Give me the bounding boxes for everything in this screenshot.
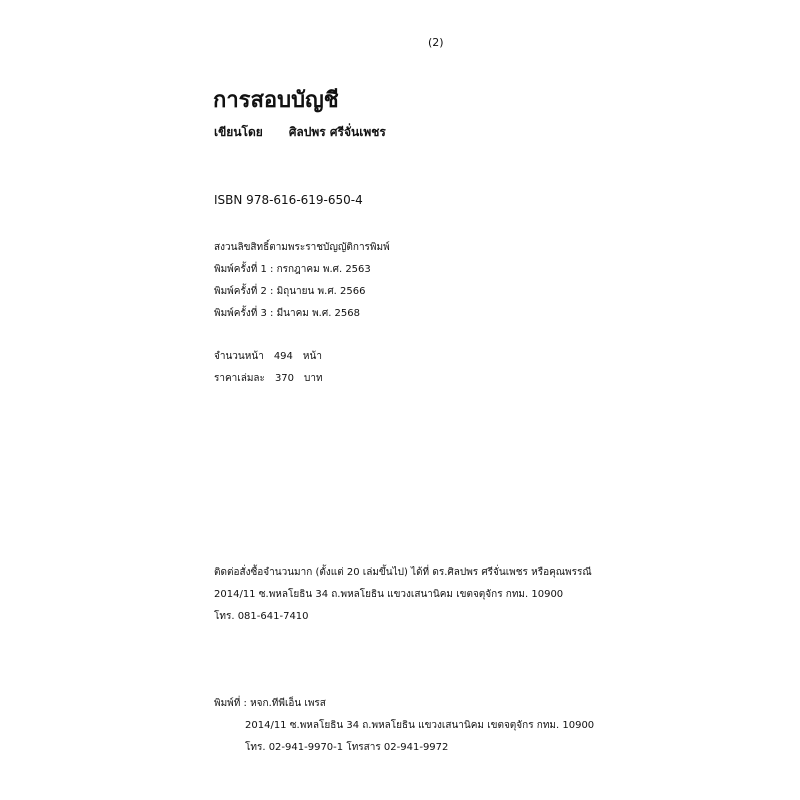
printing-1: พิมพ์ครั้งที่ 1 : กรกฎาคม พ.ศ. 2563 [214, 264, 371, 275]
price-label: ราคาเล่มละ [214, 373, 265, 384]
author-label: เขียนโดย [214, 125, 263, 139]
author-name: ศิลปพร ศรีจั่นเพชร [288, 125, 386, 139]
contact-address: 2014/11 ซ.พหลโยธิน 34 ถ.พหลโยธิน แขวงเสนานิคม เขตจตุจักร กทม. 10900 [214, 589, 564, 600]
price-value: 370 [274, 373, 295, 384]
page-count-label: จำนวนหน้า [214, 351, 264, 362]
page-count-value: 494 [273, 351, 293, 362]
price-unit: บาท [304, 373, 323, 384]
printing-3: พิมพ์ครั้งที่ 3 : มีนาคม พ.ศ. 2568 [214, 308, 361, 319]
isbn: ISBN 978-616-619-650-4 [214, 193, 363, 207]
printing-2: พิมพ์ครั้งที่ 2 : มิถุนายน พ.ศ. 2566 [214, 286, 366, 297]
printer-address: 2014/11 ซ.พหลโยธิน 34 ถ.พหลโยธิน แขวงเสนานิคม เขตจตุจักร กทม. 10900 [245, 720, 595, 731]
price [214, 371, 323, 386]
page-number: (2) [428, 36, 444, 49]
bulk-order-contact: ติดต่อสั่งซื้อจำนวนมาก (ตั้งแต่ 20 เล่มขึ้นไป) ได้ที่ ดร.ศิลปพร ศรีจั่นเพชร หรือคุณพรรณี [214, 567, 592, 578]
printer-label: พิมพ์ที่ : หจก.ทีพีเอ็น เพรส [214, 698, 326, 709]
contact-phone: โทร. 081-641-7410 [214, 611, 309, 622]
book-title: การสอบบัญชี [213, 88, 339, 113]
page-count-unit: หน้า [302, 351, 322, 362]
author-row [214, 123, 386, 142]
page-count [214, 349, 322, 364]
printer-phone: โทร. 02-941-9970-1 โทรสาร 02-941-9972 [245, 742, 449, 753]
copyright-notice: สงวนลิขสิทธิ์ตามพระราชบัญญัติการพิมพ์ [214, 242, 390, 253]
